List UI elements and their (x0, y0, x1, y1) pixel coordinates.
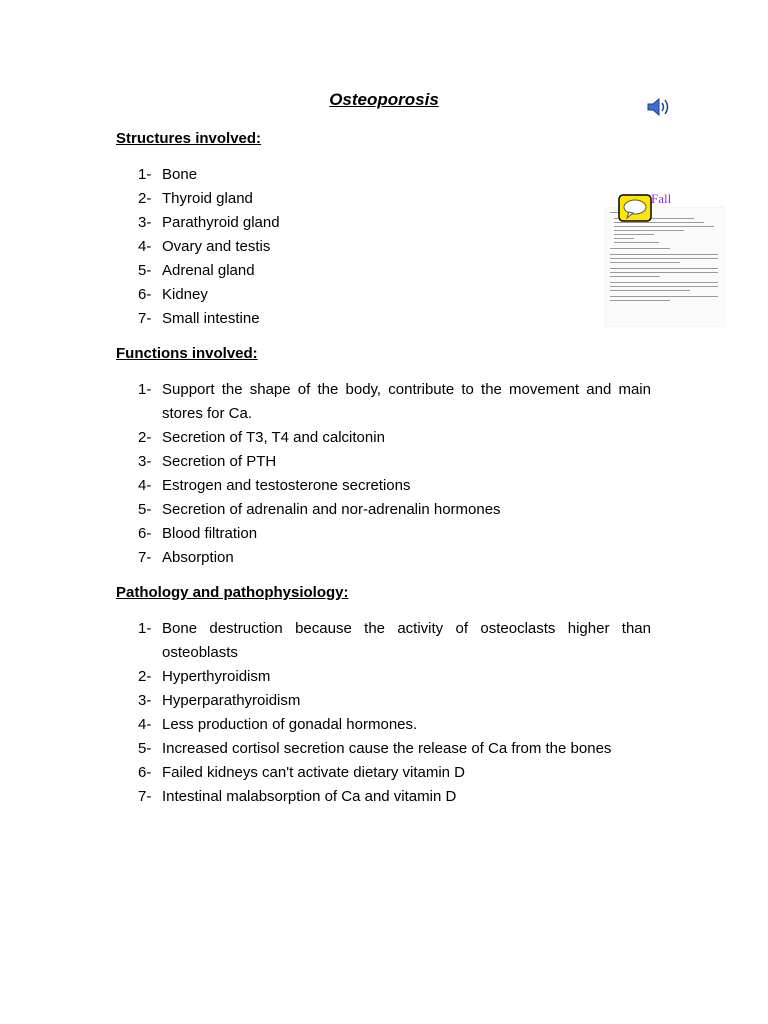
list-item-text: Hyperthyroidism (162, 668, 271, 685)
list-item-text: Hyperparathyroidism (162, 692, 301, 709)
list-item (138, 426, 651, 450)
list-item (138, 283, 598, 307)
list-item-text: Intestinal malabsorption of Ca and vitamin D (162, 788, 457, 805)
thumbnail-text-line (610, 272, 718, 273)
thumbnail-text-line (614, 234, 654, 235)
thumbnail-text-line (610, 300, 670, 301)
thumbnail-text-line (610, 296, 718, 297)
list-item-text: Bone destruction because the activity of osteoclasts higher than osteoblasts (162, 620, 651, 661)
thumbnail-text-line (614, 238, 634, 239)
structures-list (138, 163, 598, 331)
list-number: 4- (138, 716, 152, 733)
list-item (138, 259, 598, 283)
thumbnail-text-line (610, 282, 718, 283)
list-number: 2- (138, 668, 152, 685)
list-item-text: Secretion of PTH (162, 453, 277, 470)
list-item (138, 307, 598, 331)
comment-icon[interactable] (618, 194, 652, 222)
list-number: 1- (138, 166, 152, 183)
list-number: 3- (138, 453, 152, 470)
list-item (138, 378, 651, 426)
list-number: 6- (138, 764, 152, 781)
list-item-text: Support the shape of the body, contribute to the movement and main stores for Ca. (162, 381, 651, 422)
list-item-text: Secretion of adrenalin and nor-adrenalin hormones (162, 501, 501, 518)
list-number: 2- (138, 429, 152, 446)
list-number: 6- (138, 525, 152, 542)
list-item-text: Failed kidneys can't activate dietary vitamin D (162, 764, 465, 781)
list-number: 7- (138, 788, 152, 805)
list-number: 2- (138, 190, 152, 207)
thumbnail-text-line (610, 258, 718, 259)
list-item-text: Kidney (162, 286, 208, 303)
list-item-text: Bone (162, 166, 198, 183)
list-number: 5- (138, 740, 152, 757)
list-item (138, 737, 651, 761)
embedded-page-thumbnail[interactable] (606, 208, 724, 326)
list-number: 1- (138, 381, 152, 398)
thumbnail-text-line (610, 276, 660, 277)
list-item (138, 665, 651, 689)
pathology-list (138, 617, 651, 809)
list-item-text: Small intestine (162, 310, 260, 327)
list-item (138, 785, 651, 809)
list-number: 3- (138, 692, 152, 709)
list-item (138, 450, 651, 474)
section-heading-functions: Functions involved: (116, 345, 258, 362)
list-item (138, 187, 598, 211)
list-item (138, 546, 651, 570)
thumbnail-text-line (614, 226, 714, 227)
list-item-text: Thyroid gland (162, 190, 253, 207)
list-item (138, 235, 598, 259)
list-item-text: Adrenal gland (162, 262, 255, 279)
thumbnail-text-line (610, 290, 690, 291)
list-item (138, 761, 651, 785)
list-item-text: Less production of gonadal hormones. (162, 716, 418, 733)
list-number: 7- (138, 549, 152, 566)
list-item-text: Ovary and testis (162, 238, 271, 255)
list-item (138, 163, 598, 187)
list-item-text: Parathyroid gland (162, 214, 280, 231)
list-number: 4- (138, 238, 152, 255)
list-item (138, 474, 651, 498)
list-item (138, 211, 598, 235)
list-item-text: Secretion of T3, T4 and calcitonin (162, 429, 385, 446)
list-item-text: Absorption (162, 549, 234, 566)
list-number: 7- (138, 310, 152, 327)
thumbnail-text-line (610, 286, 718, 287)
list-item-text: Estrogen and testosterone secretions (162, 477, 411, 494)
list-item-text: Blood filtration (162, 525, 258, 542)
list-number: 6- (138, 286, 152, 303)
list-number: 5- (138, 262, 152, 279)
thumbnail-text-line (610, 268, 718, 269)
section-heading-pathology: Pathology and pathophysiology: (116, 584, 349, 601)
list-item (138, 498, 651, 522)
list-item (138, 617, 651, 665)
thumbnail-text-line (614, 222, 704, 223)
list-number: 1- (138, 620, 152, 637)
section-heading-structures: Structures involved: (116, 130, 262, 147)
list-item (138, 713, 651, 737)
list-item-text: Increased cortisol secretion cause the release of Ca from the bones (162, 740, 612, 757)
thumbnail-text-line (610, 262, 680, 263)
list-item (138, 689, 651, 713)
thumbnail-text-line (610, 248, 670, 249)
thumbnail-text-line (614, 230, 684, 231)
speaker-icon[interactable] (646, 96, 672, 118)
list-item (138, 522, 651, 546)
list-number: 5- (138, 501, 152, 518)
thumbnail-text-line (614, 242, 659, 243)
functions-list (138, 378, 651, 570)
list-number: 3- (138, 214, 152, 231)
thumbnail-text-line (610, 254, 718, 255)
list-number: 4- (138, 477, 152, 494)
thumbnail-label: Fall (651, 191, 672, 206)
document-title: Osteoporosis (329, 90, 439, 109)
